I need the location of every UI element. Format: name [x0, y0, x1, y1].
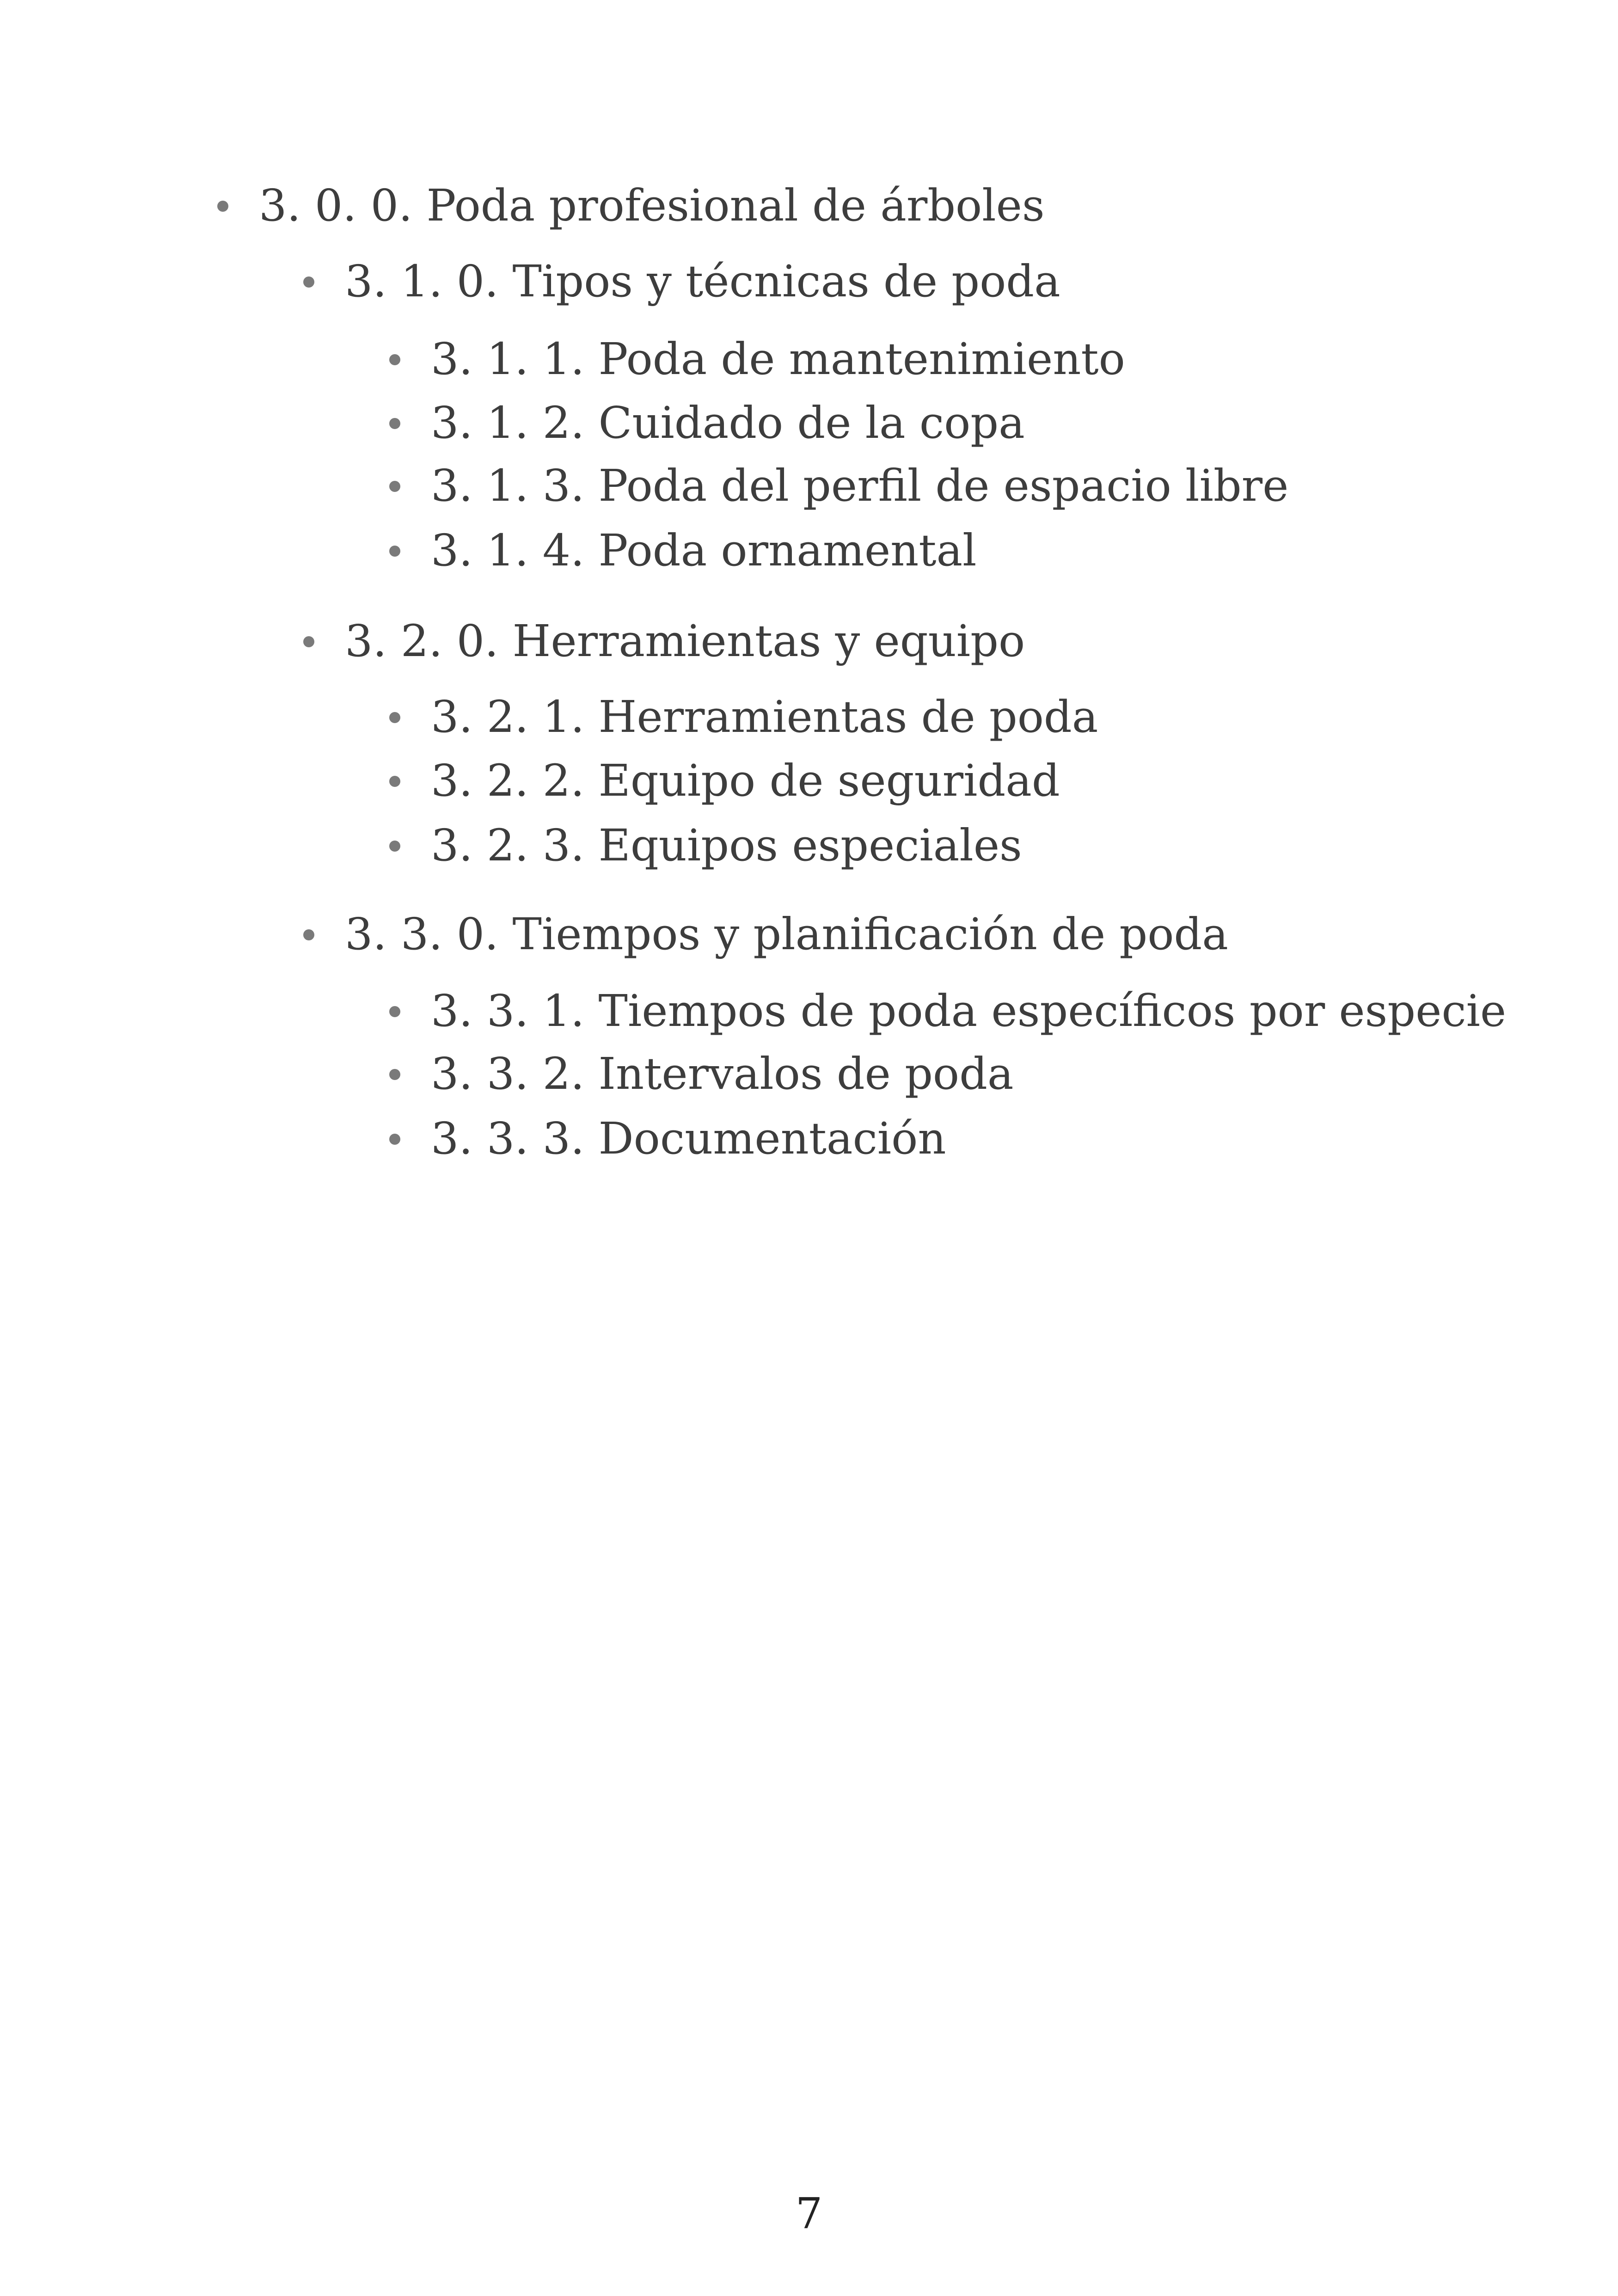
toc-section-title: 3. 0. 0. Poda profesional de árboles	[259, 180, 1045, 231]
bullet-icon	[303, 276, 314, 288]
bullet-icon	[389, 1134, 400, 1145]
toc-item: 3. 3. 1. Tiempos de poda específicos por especie	[431, 986, 1507, 1037]
page-number: 7	[795, 2189, 823, 2238]
bullet-icon	[389, 776, 400, 787]
toc-item: 3. 2. 3. Equipos especiales	[431, 820, 1022, 871]
bullet-icon	[389, 354, 400, 365]
toc-item: 3. 1. 2. Cuidado de la copa	[431, 398, 1025, 448]
bullet-icon	[389, 546, 400, 557]
toc-item: 3. 2. 2. Equipo de seguridad	[431, 755, 1060, 806]
bullet-icon	[389, 418, 400, 429]
toc-item: 3. 3. 2. Intervalos de poda	[431, 1049, 1014, 1099]
toc-item: 3. 2. 1. Herramientas de poda	[431, 692, 1098, 743]
bullet-icon	[217, 201, 228, 212]
bullet-icon	[389, 712, 400, 723]
toc-subsection-title: 3. 2. 0. Herramientas y equipo	[345, 616, 1025, 667]
bullet-icon	[389, 481, 400, 492]
toc-item: 3. 1. 1. Poda de mantenimiento	[431, 334, 1125, 385]
bullet-icon	[389, 1069, 400, 1080]
toc-item: 3. 3. 3. Documentación	[431, 1113, 946, 1164]
bullet-icon	[389, 1006, 400, 1017]
bullet-icon	[303, 929, 314, 940]
bullet-icon	[303, 636, 314, 647]
toc-subsection-title: 3. 3. 0. Tiempos y planificación de poda	[345, 909, 1228, 960]
toc-item: 3. 1. 3. Poda del perfil de espacio libre	[431, 460, 1289, 511]
toc-item: 3. 1. 4. Poda ornamental	[431, 525, 977, 576]
toc-subsection-title: 3. 1. 0. Tipos y técnicas de poda	[345, 256, 1060, 307]
bullet-icon	[389, 841, 400, 852]
